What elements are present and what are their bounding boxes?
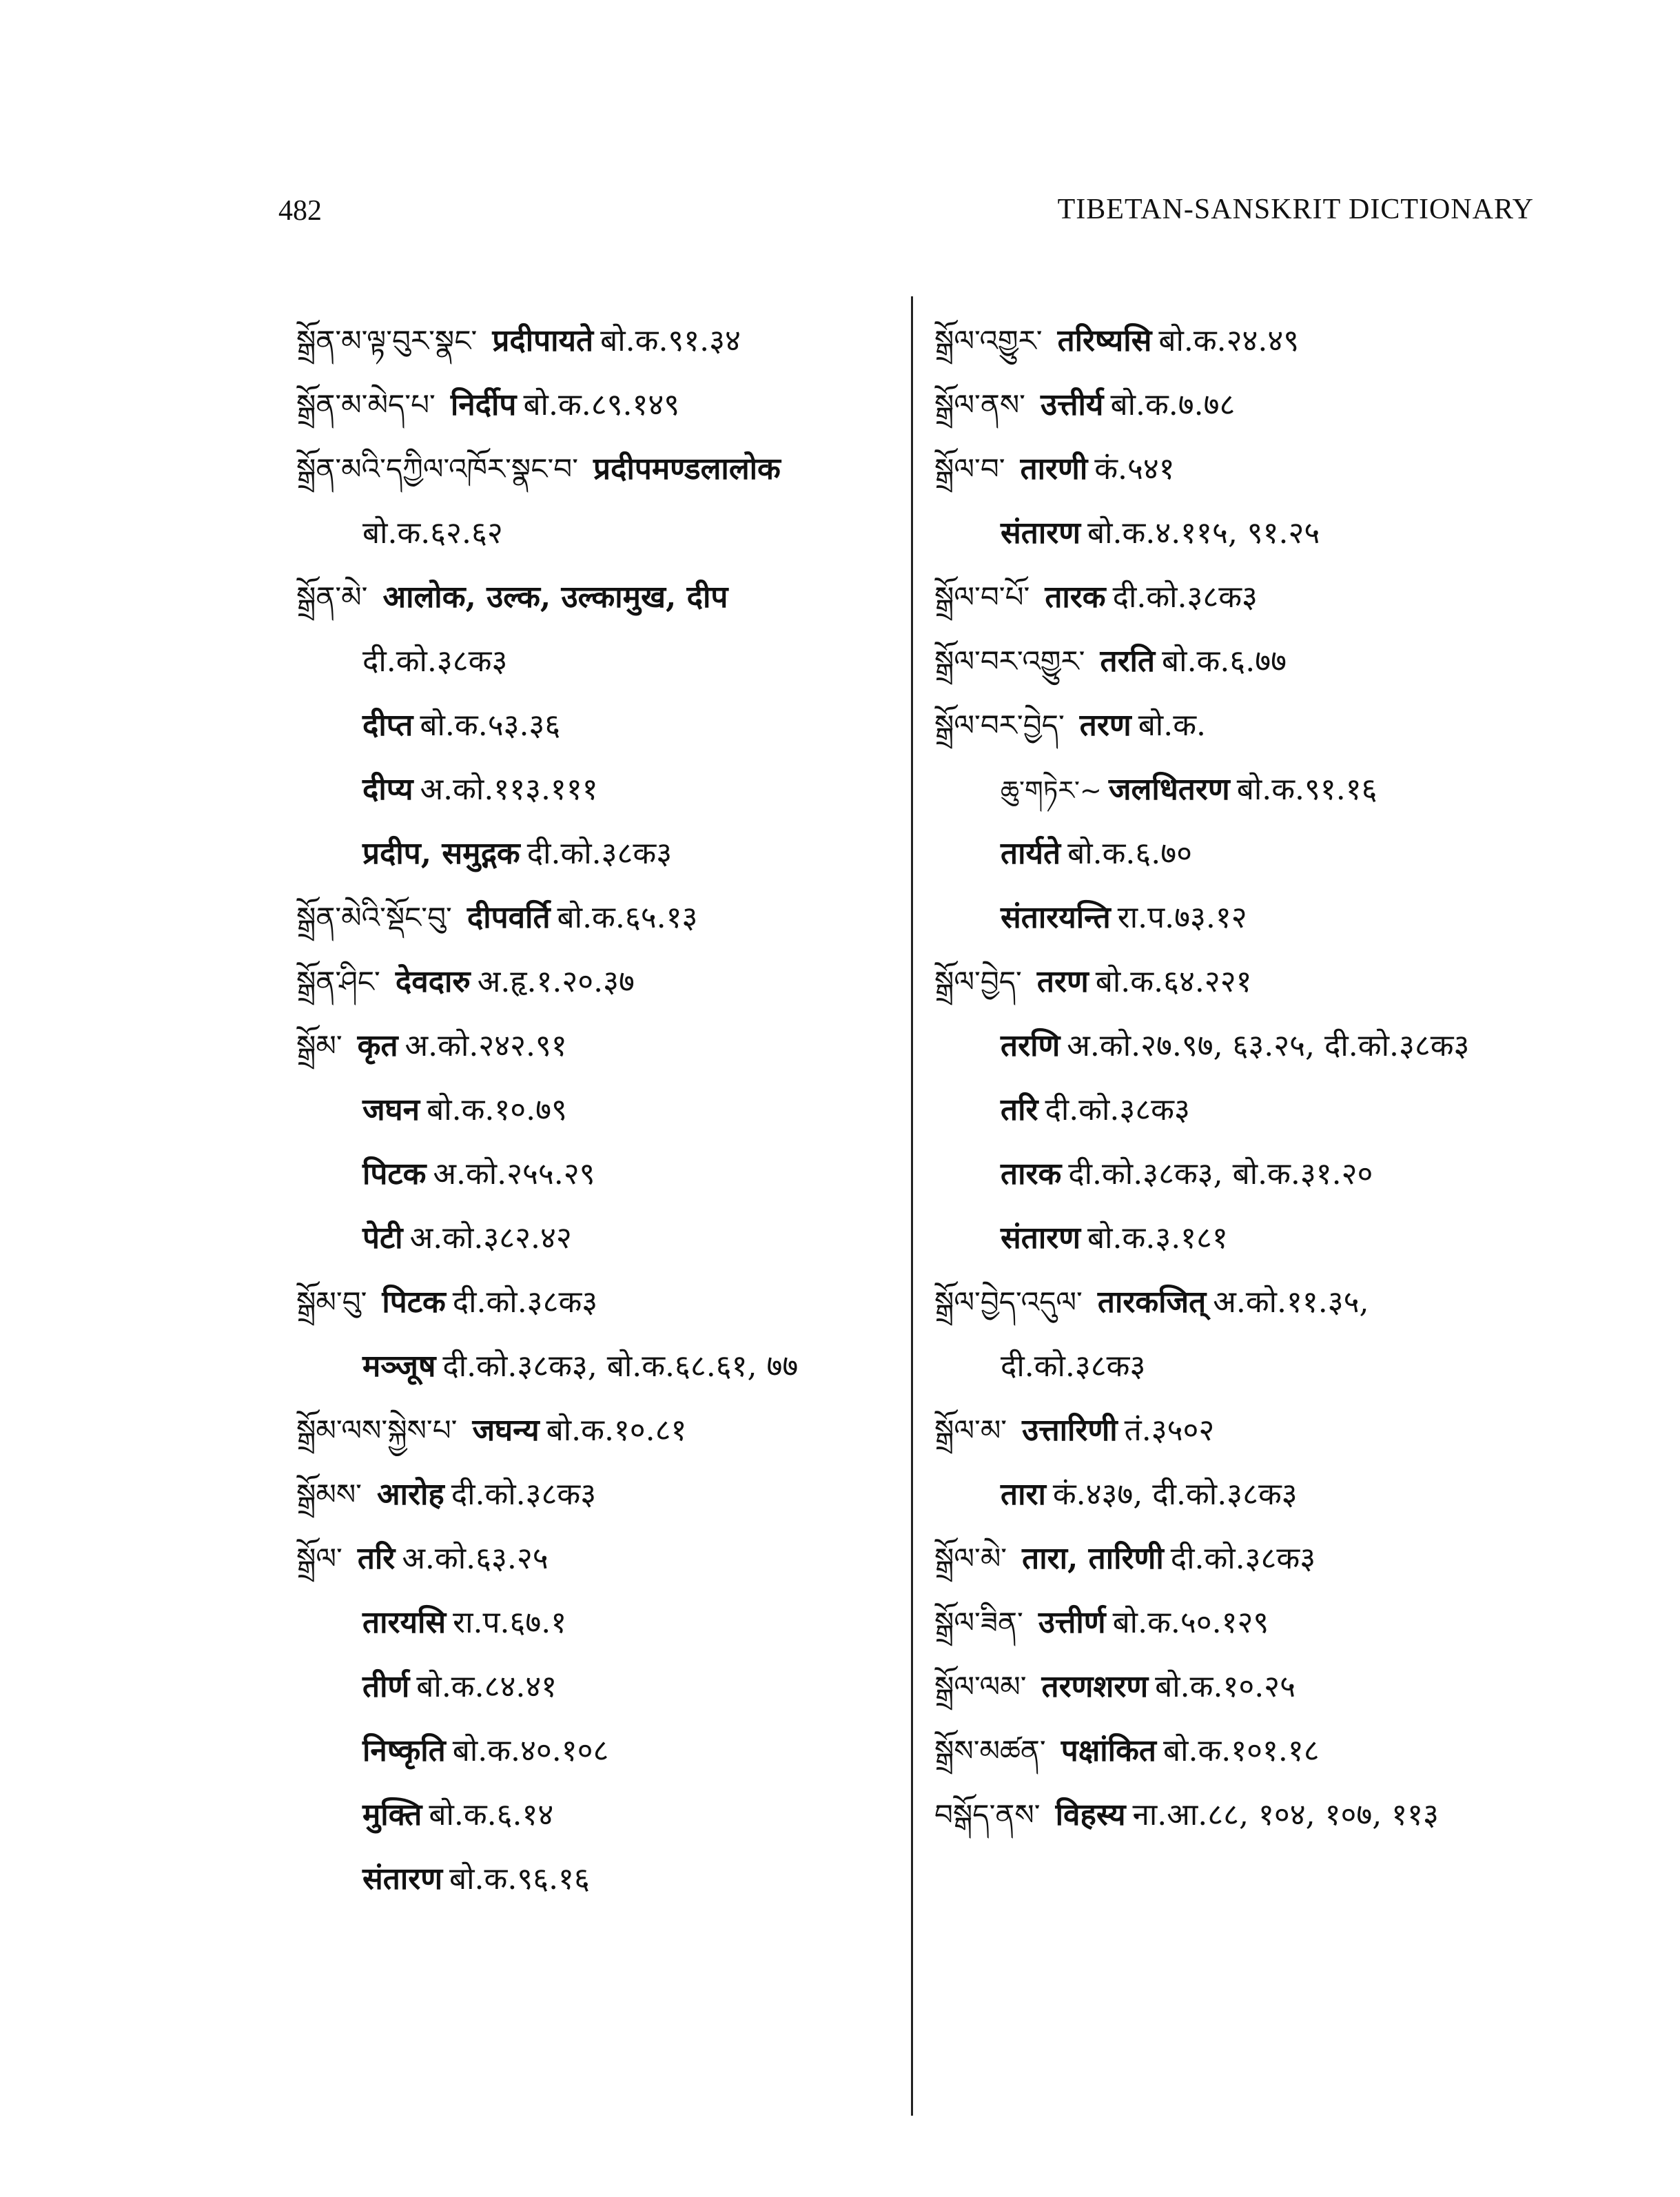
sanskrit-equivalent: तारयसि (362, 1605, 447, 1640)
source-reference: बो.क.३.१८१ (1087, 1220, 1228, 1256)
source-reference: बो.क.१०.७९ (427, 1092, 567, 1127)
entry-continuation (934, 1206, 1555, 1270)
sanskrit-equivalent: तारा (1001, 1477, 1046, 1512)
sanskrit-equivalent: प्रदीप, समुद्गक (362, 836, 520, 871)
source-reference: अ.को.२७.९७, ६३.२५, दी.को.३८क३ (1067, 1028, 1470, 1063)
source-reference: बो.क.७.७८ (1110, 387, 1236, 422)
source-reference: बो.क.१०१.१८ (1162, 1733, 1320, 1768)
dictionary-entry (934, 1719, 1555, 1783)
source-reference: बो.क.६.७० (1067, 836, 1192, 871)
source-reference: दी.को.३८क३, बो.क.३१.२० (1068, 1156, 1373, 1192)
entry-continuation (296, 1206, 903, 1270)
source-reference: बो.क.५३.३६ (420, 708, 561, 743)
entry-continuation (296, 1334, 903, 1398)
source-reference: अ.को.११.३५, (1213, 1285, 1369, 1320)
tibetan-headword: སྒྲོལ་ (296, 1542, 342, 1575)
source-reference: बो.क.९१.१६ (1236, 772, 1377, 807)
dictionary-entry (296, 1270, 903, 1334)
source-reference: बो.क.९१.३४ (600, 323, 741, 358)
sanskrit-equivalent: उत्तारिणी (1022, 1413, 1118, 1448)
dictionary-entry (296, 373, 903, 437)
source-reference: बो.क. (1138, 708, 1206, 743)
sanskrit-equivalent: मञ्जूष (362, 1349, 436, 1384)
dictionary-entry (296, 1526, 903, 1591)
dictionary-entry (934, 373, 1555, 437)
source-reference: बो.क.८४.४१ (416, 1669, 557, 1704)
source-reference: बो.क.४०.१०८ (452, 1733, 609, 1768)
tibetan-headword: སྒྲོན་མའི་དཀྱིལ་འཁོར་སྣང་བ་ (296, 452, 579, 486)
tibetan-headword: སྒྲོན་མེ་ (296, 580, 368, 614)
dictionary-entry (296, 1398, 903, 1462)
entry-continuation (296, 1591, 903, 1655)
page-header (0, 0, 1680, 276)
entry-continuation (296, 501, 903, 565)
source-reference: बो.क.६२.६२ (362, 515, 503, 551)
sanskrit-equivalent: तरणशरण (1041, 1669, 1149, 1704)
tibetan-headword: སྒྲོན་མེའི་སྡོང་བུ་ (296, 901, 452, 934)
page-number: 482 (278, 195, 322, 227)
sanskrit-equivalent: तारक (1045, 580, 1106, 615)
entry-continuation (296, 1783, 903, 1847)
sanskrit-equivalent: आरोह (377, 1477, 444, 1512)
dictionary-entry (934, 950, 1555, 1014)
right-column (934, 309, 1555, 1847)
source-reference: दी.को.३८क३ (1001, 1349, 1146, 1384)
tibetan-headword: སྒྲོལ་མེ་ (934, 1542, 1007, 1575)
source-reference: रा.प.६७.१ (453, 1605, 567, 1640)
dictionary-entry (934, 1526, 1555, 1591)
tibetan-headword: སྒྲོས་མཚན་ (934, 1734, 1046, 1768)
source-reference: बो.क.२४.४९ (1158, 323, 1300, 358)
source-reference: दी.को.३८क३ (526, 836, 673, 871)
tibetan-headword: སྒྲོལ་ཟིན་ (934, 1606, 1023, 1639)
running-head: TIBETAN-SANSKRIT DICTIONARY (1057, 194, 1534, 225)
tibetan-headword: སྒྲོམ་ (296, 1029, 342, 1063)
sanskrit-equivalent: दीप्य (362, 772, 413, 807)
sanskrit-equivalent: पिटक (382, 1285, 446, 1320)
entry-continuation (296, 693, 903, 757)
source-reference: बो.क.५०.१२९ (1112, 1605, 1269, 1640)
sanskrit-equivalent: जघन (362, 1092, 420, 1127)
sanskrit-equivalent: संतारयन्ति (1001, 900, 1111, 935)
source-reference: अ.हृ.१.२०.३७ (477, 964, 635, 999)
tibetan-headword: སྒྲོལ་མ་ (934, 1413, 1007, 1447)
sanskrit-equivalent: विहस्य (1055, 1797, 1126, 1832)
sanskrit-equivalent: प्रदीपमण्डलालोक (593, 451, 781, 487)
source-reference: दी.को.३८क३ (1045, 1092, 1190, 1127)
sanskrit-equivalent: पेटी (362, 1220, 403, 1256)
sanskrit-equivalent: तरण (1079, 708, 1131, 743)
dictionary-entry (934, 309, 1555, 373)
entry-continuation (934, 757, 1555, 821)
sanskrit-equivalent: दीप्त (362, 708, 413, 743)
source-reference: बो.क.४.११५, ९१.२५ (1087, 515, 1320, 551)
sanskrit-equivalent: तरणि (1001, 1028, 1061, 1063)
sanskrit-equivalent: तरिष्यसि (1057, 323, 1152, 358)
source-reference: अ.को.६३.२५ (402, 1541, 549, 1576)
source-reference: दी.को.३८क३, बो.क.६८.६१, ७७ (442, 1349, 799, 1384)
sanskrit-equivalent: उत्तीर्य (1041, 387, 1104, 422)
source-reference: अ.को.२४२.९१ (404, 1028, 567, 1063)
entry-continuation (296, 1655, 903, 1719)
entry-continuation (934, 501, 1555, 565)
source-reference: दी.को.३८क३ (452, 1285, 598, 1320)
dictionary-entry (934, 1398, 1555, 1462)
dictionary-entry (296, 1462, 903, 1526)
sanskrit-equivalent: आलोक, उल्क, उल्कामुख, दीप (382, 580, 728, 615)
dictionary-entry (934, 1783, 1555, 1847)
entry-continuation (934, 1142, 1555, 1206)
source-reference: बो.क.१०.२५ (1155, 1669, 1295, 1704)
entry-continuation (934, 1078, 1555, 1142)
source-reference: बो.क.९६.१६ (449, 1861, 590, 1897)
sanskrit-equivalent: निष्कृति (362, 1733, 446, 1768)
entry-continuation (296, 629, 903, 693)
source-reference: ना.आ.८८, १०४, १०७, ११३ (1132, 1797, 1439, 1832)
left-column (296, 309, 903, 1911)
tibetan-headword: སྒྲོལ་འགྱུར་ (934, 324, 1043, 358)
sanskrit-equivalent: प्रदीपायते (492, 323, 594, 358)
source-reference: दी.को.३८क३ (362, 644, 508, 679)
entry-continuation (934, 1014, 1555, 1078)
entry-continuation (934, 821, 1555, 886)
sanskrit-equivalent: संतारण (1001, 515, 1081, 551)
dictionary-entry (296, 886, 903, 950)
tibetan-headword: སྒྲོམ་བུ་ (296, 1285, 367, 1319)
entry-continuation (296, 1078, 903, 1142)
tibetan-headword: སྒྲོན་ཤིང་ (296, 965, 380, 999)
sanskrit-equivalent: मुक्ति (362, 1797, 422, 1832)
sanskrit-equivalent: तरि (357, 1541, 396, 1576)
source-reference: बो.क.६.१४ (429, 1797, 554, 1832)
source-reference: बो.क.६५.१३ (557, 900, 698, 935)
sanskrit-equivalent: कृत (357, 1028, 398, 1063)
tibetan-headword: སྒྲོལ་ནས་ (934, 388, 1026, 422)
sanskrit-equivalent: तार्यते (1001, 836, 1061, 871)
tibetan-headword: སྒྲོལ་ལམ་ (934, 1670, 1027, 1704)
sanskrit-equivalent: तीर्ण (362, 1669, 410, 1704)
dictionary-entry (296, 1014, 903, 1078)
tibetan-headword: སྒྲོལ་བྱེད་ (934, 965, 1022, 999)
dictionary-entry (934, 1591, 1555, 1655)
dictionary-entry (296, 437, 903, 501)
source-reference: दी.को.३८क३ (1112, 580, 1258, 615)
tibetan-headword: སྒྲོན་མ་མེད་པ་ (296, 388, 436, 422)
dictionary-entry (934, 693, 1555, 757)
source-reference: तं.३५०२ (1124, 1413, 1215, 1448)
tibetan-headword: སྒྲོལ་བར་བྱེད་ (934, 708, 1065, 742)
dictionary-entry (296, 565, 903, 629)
source-reference: बो.क.८९.१४९ (523, 387, 680, 422)
sanskrit-equivalent: पिटक (362, 1156, 427, 1192)
tibetan-headword: སྒྲོལ་བར་འགྱུར་ (934, 644, 1085, 678)
sanskrit-equivalent: देवदारु (395, 964, 471, 999)
tibetan-headword: སྒྲོལ་བ་པོ་ (934, 580, 1030, 614)
source-reference: बो.क.६.७७ (1162, 644, 1287, 679)
sanskrit-equivalent: संतारण (362, 1861, 443, 1897)
entry-continuation (296, 1847, 903, 1911)
source-reference: रा.प.७३.१२ (1117, 900, 1247, 935)
source-reference: बो.क.६४.२२१ (1095, 964, 1252, 999)
tibetan-headword: སྒྲོམ་ལས་སྐྱེས་པ་ (296, 1413, 458, 1447)
entry-continuation (296, 1719, 903, 1783)
dictionary-entry (934, 565, 1555, 629)
sanskrit-equivalent: तारा, तारिणी (1022, 1541, 1164, 1576)
sanskrit-equivalent: संतारण (1001, 1220, 1081, 1256)
tibetan-headword: སྒྲོན་མ་ལྟ་བུར་སྣང་ (296, 324, 478, 358)
entry-continuation (934, 886, 1555, 950)
tibetan-compound: ཆུ་གཏེར་~ (1001, 775, 1102, 806)
sanskrit-equivalent: दीपवर्ति (467, 900, 551, 935)
dictionary-entry (296, 309, 903, 373)
dictionary-entry (934, 1270, 1555, 1334)
column-divider (911, 296, 913, 2116)
source-reference: अ.को.११३.१११ (420, 772, 598, 807)
sanskrit-equivalent: तारणी (1020, 451, 1088, 487)
dictionary-entry (296, 950, 903, 1014)
entry-continuation (296, 1142, 903, 1206)
dictionary-entry (934, 437, 1555, 501)
tibetan-headword: སྒྲོལ་བ་ (934, 452, 1005, 486)
dictionary-entry (934, 1655, 1555, 1719)
entry-continuation (934, 1462, 1555, 1526)
sanskrit-equivalent: पक्षांकित (1061, 1733, 1156, 1768)
sanskrit-equivalent: निर्दीप (450, 387, 517, 422)
sanskrit-equivalent: तरति (1100, 644, 1156, 679)
entry-continuation (296, 821, 903, 886)
dictionary-entry (934, 629, 1555, 693)
source-reference: कं.४३७, दी.को.३८क३ (1052, 1477, 1298, 1512)
source-reference: अ.को.२५५.२९ (433, 1156, 595, 1192)
sanskrit-equivalent: जलधितरण (1108, 772, 1230, 807)
source-reference: दी.को.३८क३ (1170, 1541, 1316, 1576)
source-reference: दी.को.३८क३ (451, 1477, 597, 1512)
entry-continuation (934, 1334, 1555, 1398)
source-reference: कं.५४१ (1094, 451, 1175, 487)
sanskrit-equivalent: उत्तीर्ण (1038, 1605, 1106, 1640)
source-reference: अ.को.३८२.४२ (409, 1220, 572, 1256)
sanskrit-equivalent: तारकजित् (1097, 1285, 1207, 1320)
sanskrit-equivalent: तरण (1036, 964, 1089, 999)
tibetan-headword: སྒྲོལ་བྱེད་འདུལ་ (934, 1285, 1083, 1319)
source-reference: बो.क.१०.८१ (546, 1413, 687, 1448)
sanskrit-equivalent: जघन्य (472, 1413, 540, 1448)
sanskrit-equivalent: तरि (1001, 1092, 1038, 1127)
tibetan-headword: སྒྲོམས་ (296, 1478, 362, 1511)
sanskrit-equivalent: तारक (1001, 1156, 1062, 1192)
entry-continuation (296, 757, 903, 821)
tibetan-headword: བསྒོད་ནས་ (934, 1798, 1041, 1832)
